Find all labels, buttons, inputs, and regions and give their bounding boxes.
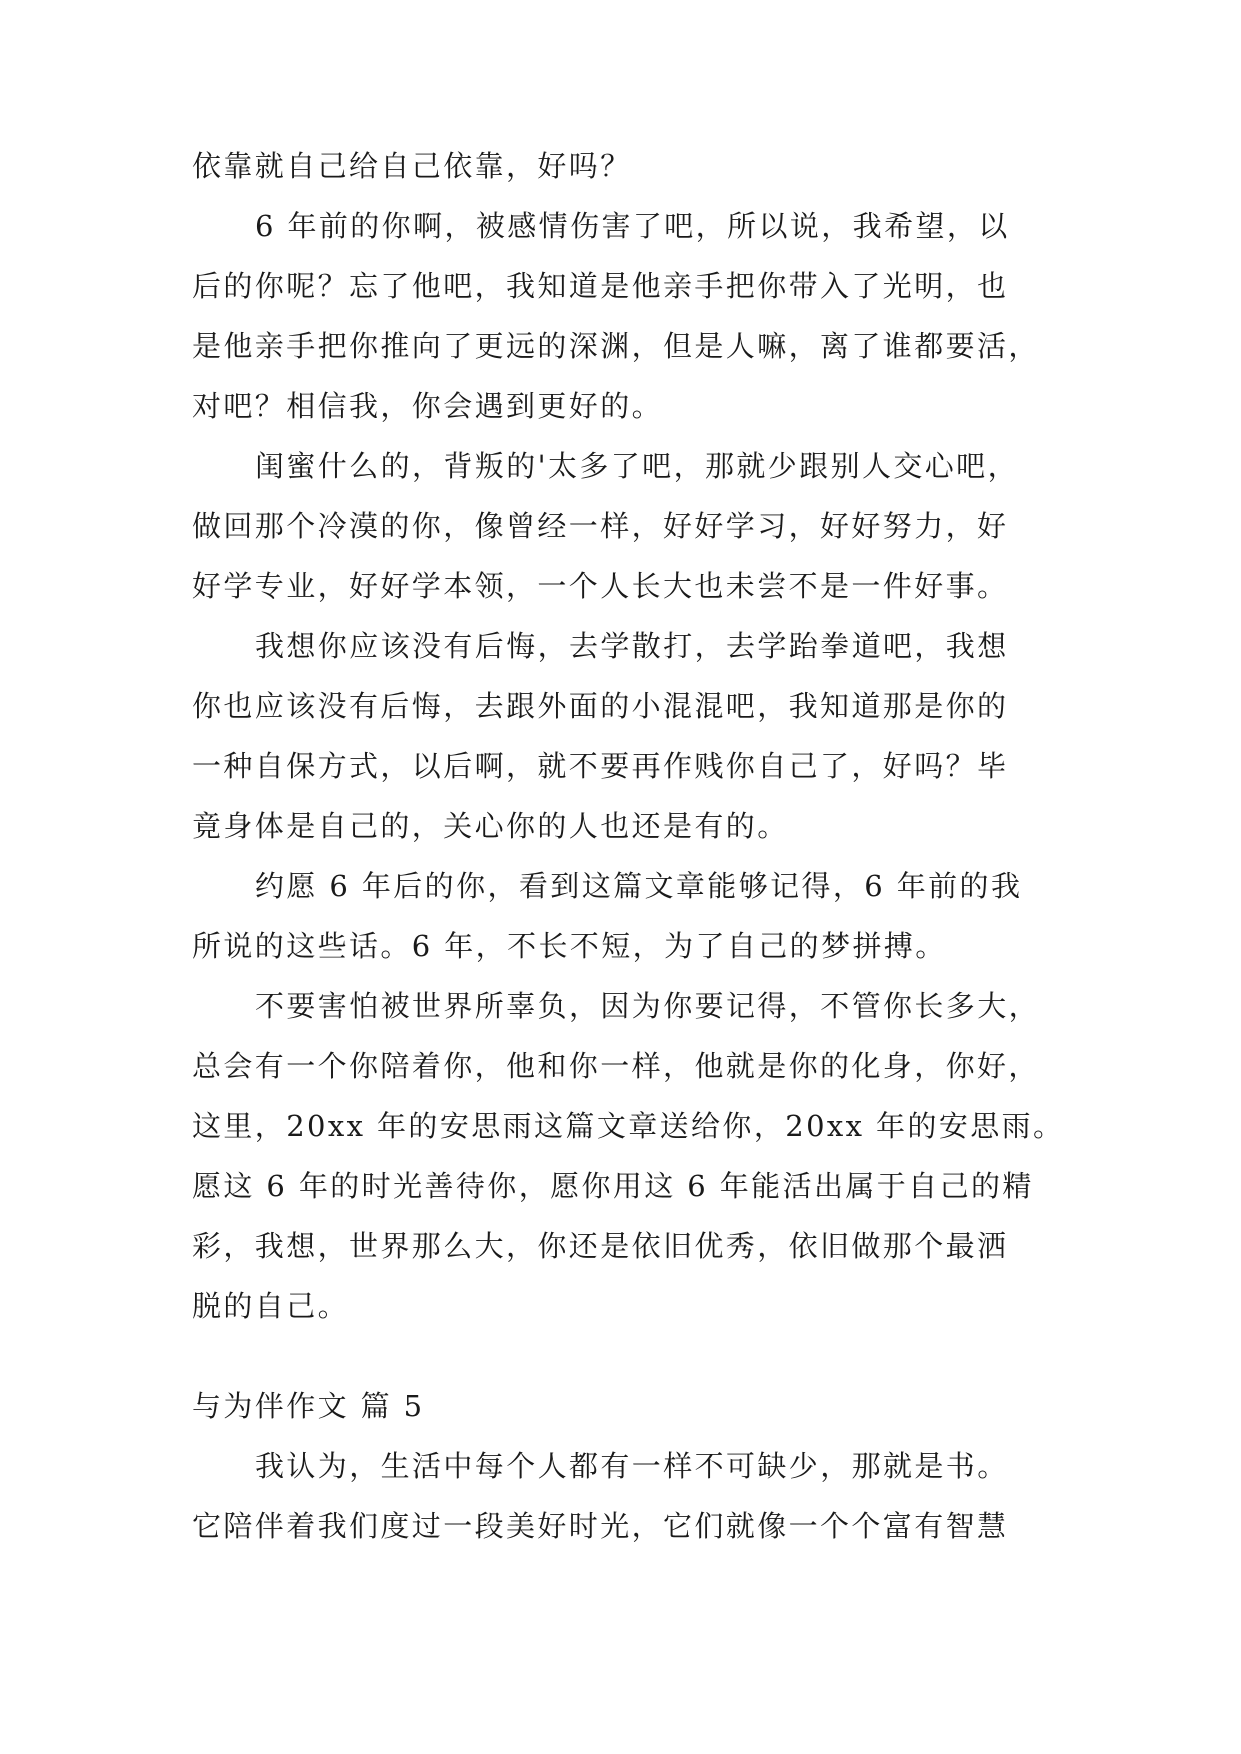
text-line: 你也应该没有后悔，去跟外面的小混混吧，我知道那是你的 [192,689,1009,723]
text-line: 脱的自己。 [192,1289,350,1323]
text-line: 它陪伴着我们度过一段美好时光，它们就像一个个富有智慧 [192,1509,1009,1543]
paragraph-start: 6 年前的你啊，被感情伤害了吧，所以说，我希望，以 [255,209,1010,243]
paragraph-start: 约愿 6 年后的你，看到这篇文章能够记得，6 年前的我 [255,869,1023,903]
text-line: 总会有一个你陪着你，他和你一样，他就是你的化身，你好， [192,1049,1040,1083]
text-line: 愿这 6 年的时光善待你，愿你用这 6 年能活出属于自己的精 [192,1169,1034,1203]
text-line: 所说的这些话。6 年，不长不短，为了自己的梦拼搏。 [192,929,947,963]
paragraph-start: 我认为，生活中每个人都有一样不可缺少，那就是书。 [255,1449,1009,1483]
text-line: 对吧？相信我，你会遇到更好的。 [192,389,664,423]
text-line: 后的你呢？忘了他吧，我知道是他亲手把你带入了光明，也 [192,269,1009,303]
text-line: 是他亲手把你推向了更远的深渊，但是人嘛，离了谁都要活， [192,329,1040,363]
text-line: 竟身体是自己的，关心你的人也还是有的。 [192,809,789,843]
text-line: 依靠就自己给自己依靠，好吗？ [192,149,632,183]
section-heading: 与为伴作文 篇 5 [192,1389,425,1423]
text-line: 这里，20xx 年的安思雨这篇文章送给你，20xx 年的安思雨。 [192,1109,1065,1143]
text-line: 彩，我想，世界那么大，你还是依旧优秀，依旧做那个最洒 [192,1229,1009,1263]
paragraph-start: 不要害怕被世界所辜负，因为你要记得，不管你长多大， [255,989,1041,1023]
text-line: 做回那个冷漠的你，像曾经一样，好好学习，好好努力，好 [192,509,1009,543]
paragraph-start: 闺蜜什么的，背叛的'太多了吧，那就少跟别人交心吧， [255,449,1019,483]
paragraph-start: 我想你应该没有后悔，去学散打，去学跆拳道吧，我想 [255,629,1009,663]
text-line: 好学专业，好好学本领，一个人长大也未尝不是一件好事。 [192,569,1009,603]
text-line: 一种自保方式，以后啊，就不要再作贱你自己了，好吗？毕 [192,749,1009,783]
